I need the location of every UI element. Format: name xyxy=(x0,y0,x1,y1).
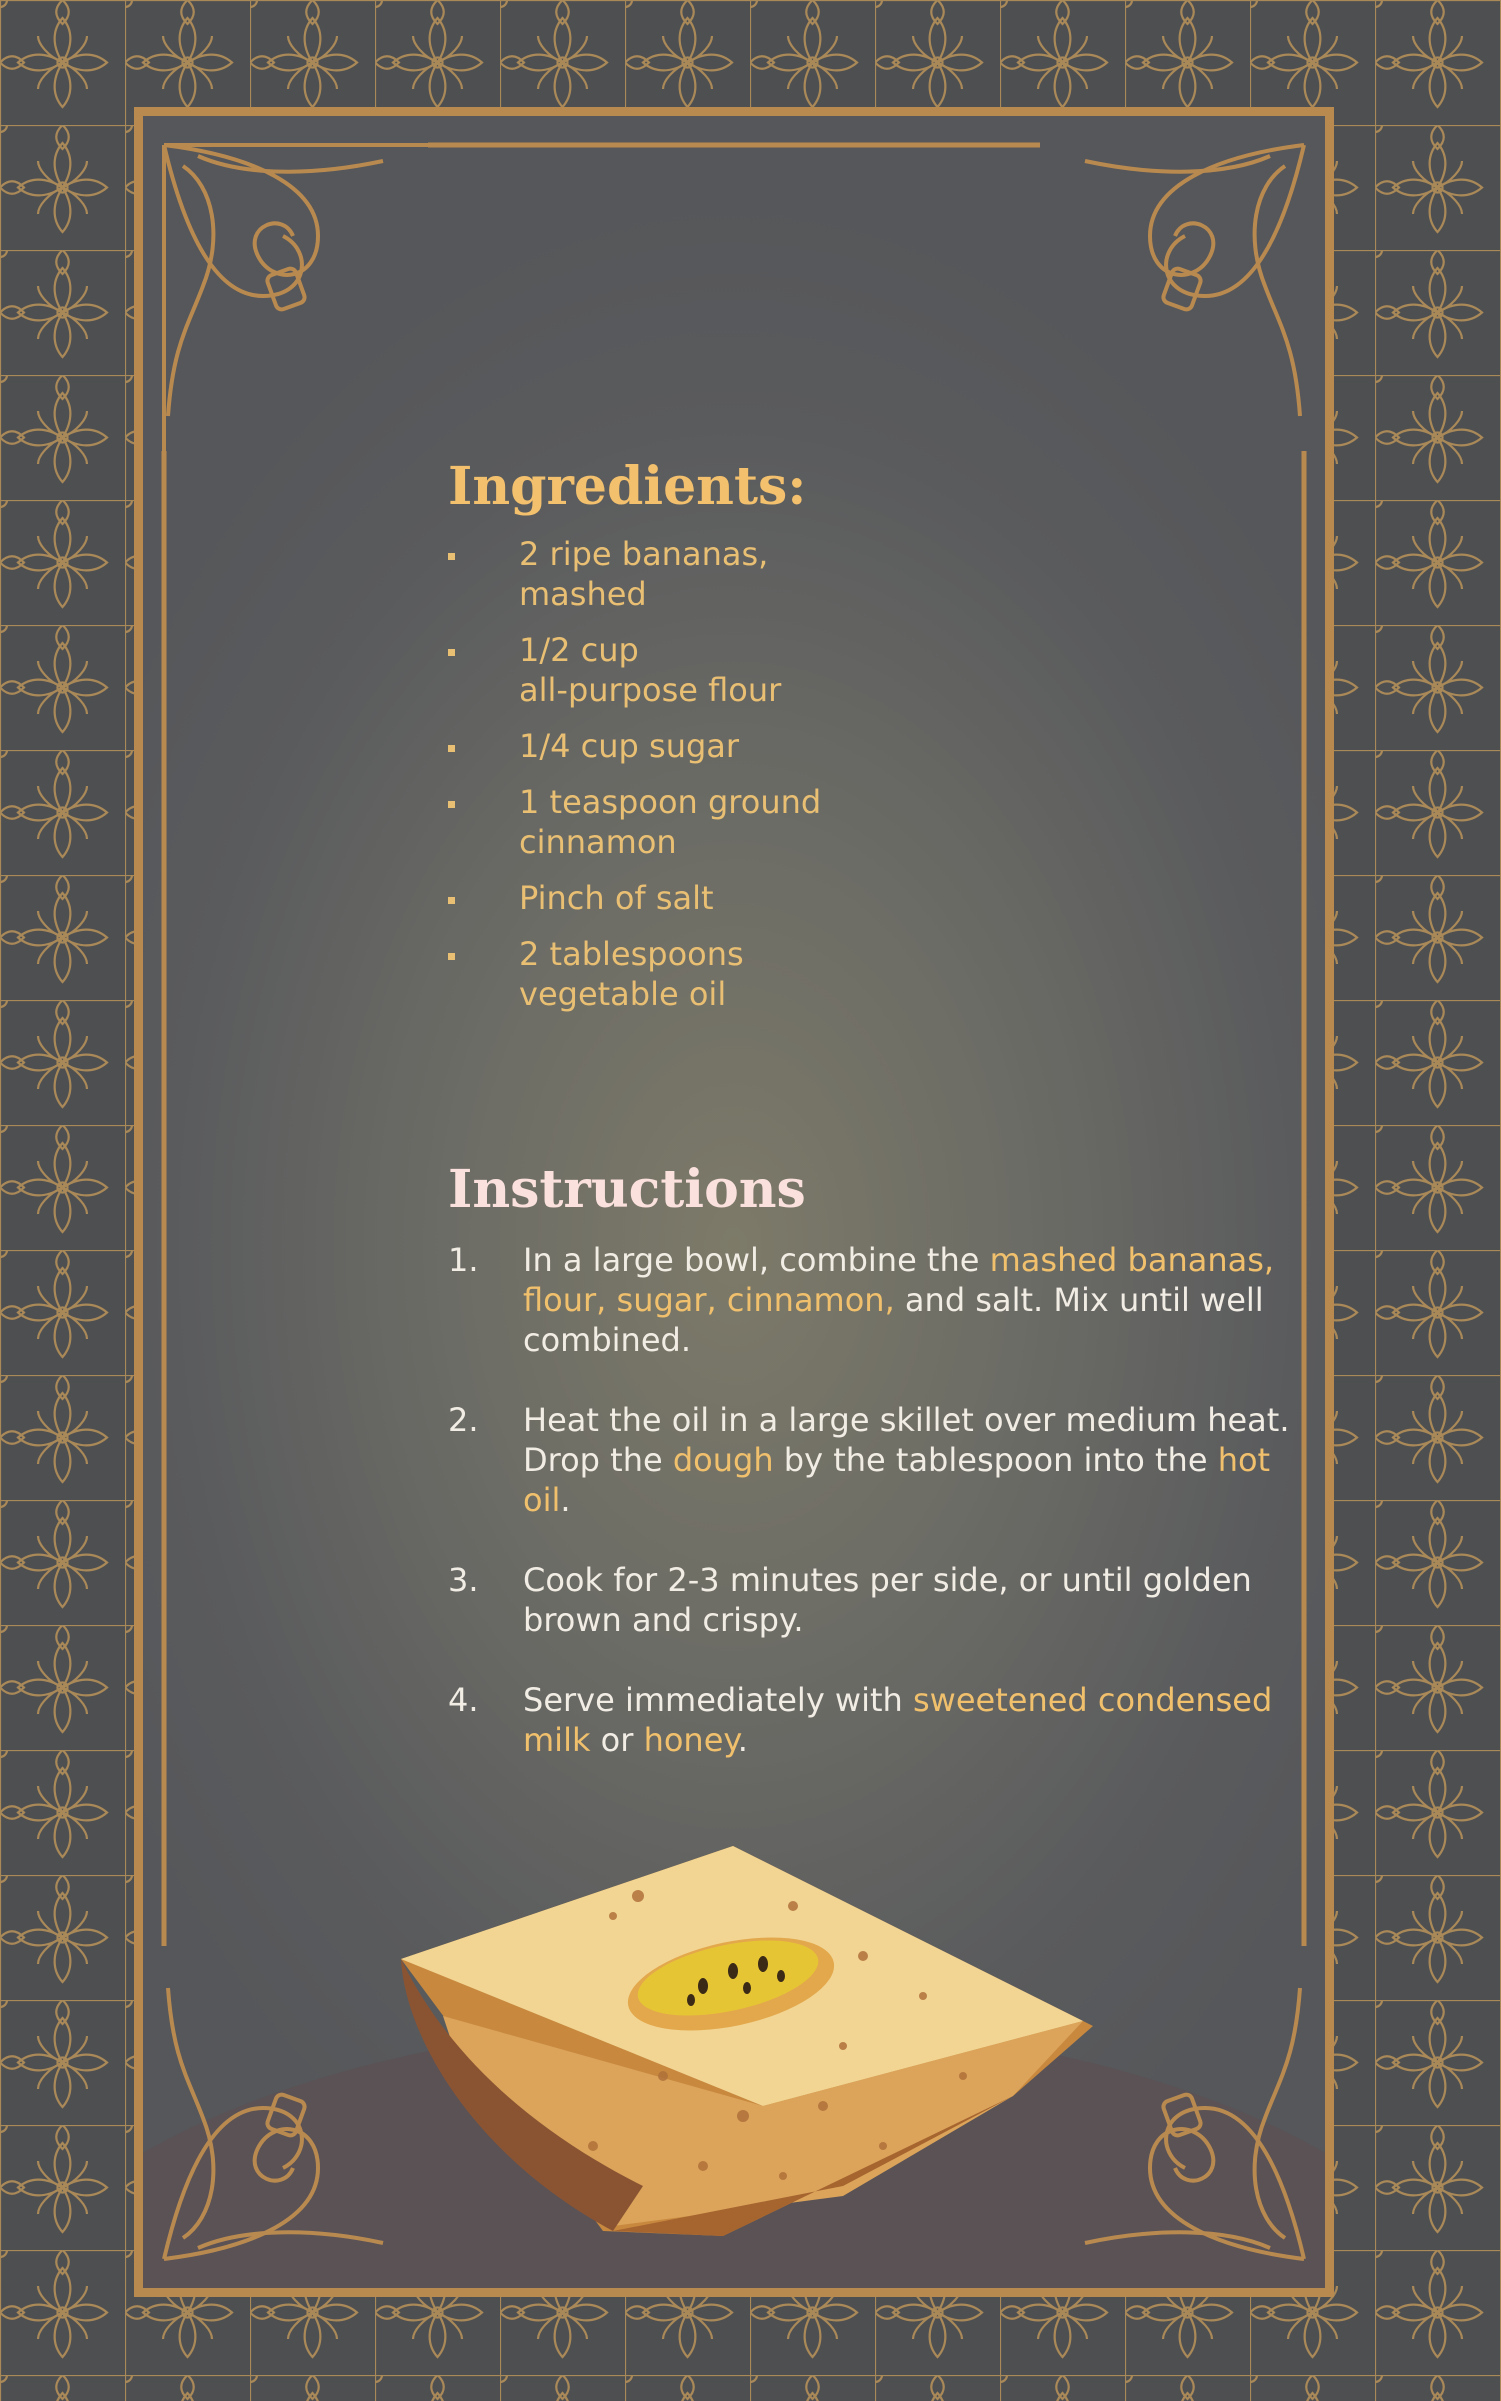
step-text: In a large bowl, combine the mashed bananas, flour, sugar, cinnamon, and salt. Mix until well combined. xyxy=(523,1241,1275,1359)
list-item: 2 tablespoons vegetable oil xyxy=(448,934,868,1014)
list-item: Pinch of salt xyxy=(448,878,868,918)
bullet-icon xyxy=(448,801,455,808)
recipe-card xyxy=(134,107,1334,2297)
ingredients-heading: Ingredients: xyxy=(448,456,807,517)
bullet-icon xyxy=(448,897,455,904)
step-text: Heat the oil in a large skillet over medium heat. Drop the dough by the tablespoon into the hot oil. xyxy=(523,1401,1290,1519)
list-item: 1/2 cup all-purpose flour xyxy=(448,630,868,710)
bullet-icon xyxy=(448,649,455,656)
instruction-step xyxy=(448,1400,1308,1520)
instruction-step xyxy=(448,1560,1308,1640)
instruction-step xyxy=(448,1240,1308,1360)
step-number: 1. xyxy=(448,1241,479,1279)
corner-flourish-top-left xyxy=(164,145,428,451)
bullet-icon xyxy=(448,953,455,960)
step-number: 2. xyxy=(448,1401,479,1439)
instructions-list xyxy=(448,1240,1308,1800)
instructions-heading: Instructions xyxy=(448,1159,806,1220)
step-text: Serve immediately with sweetened condensed milk or honey. xyxy=(523,1681,1273,1759)
bullet-icon xyxy=(448,745,455,752)
list-item: 1/4 cup sugar xyxy=(448,726,868,766)
ingredients-list xyxy=(448,534,868,1030)
step-number: 3. xyxy=(448,1561,479,1599)
bullet-icon xyxy=(448,553,455,560)
step-number: 4. xyxy=(448,1681,479,1719)
step-text: Cook for 2-3 minutes per side, or until golden brown and crispy. xyxy=(523,1561,1252,1639)
list-item: 2 ripe bananas, mashed xyxy=(448,534,868,614)
instruction-step xyxy=(448,1680,1308,1760)
corner-flourish-top-right xyxy=(1085,145,1304,416)
list-item: 1 teaspoon ground cinnamon xyxy=(448,782,868,862)
